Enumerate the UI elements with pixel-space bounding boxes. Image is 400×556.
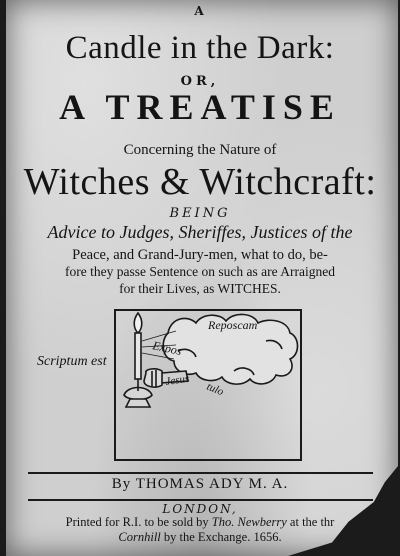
title-main: Candle in the Dark:	[65, 30, 335, 66]
subtitle-line-peace: Peace, and Grand-Jury-men, what to do, be-	[72, 247, 328, 263]
title-or: OR,	[180, 74, 220, 89]
word-expos: Expos	[151, 338, 183, 359]
word-reposcam: Reposcam	[208, 318, 258, 332]
divider-top	[28, 472, 373, 474]
subtitle-concerning: Concerning the Nature of	[123, 142, 277, 158]
imprint-printed-line	[0, 515, 400, 530]
candle-icon	[124, 313, 152, 407]
scriptum-est-label: Scriptum est	[37, 354, 107, 369]
word-jesus: Jesus	[164, 372, 191, 388]
title-article: A	[194, 4, 206, 18]
subtitle-being: BEING	[169, 206, 231, 221]
subtitle-witches: Witches & Witchcraft:	[23, 161, 377, 203]
imprint-printed-suffix: at the thr	[286, 515, 335, 529]
woodcut-illustration	[114, 309, 302, 461]
woodcut-image	[116, 311, 300, 459]
imprint-bookseller: Tho. Newberry	[211, 515, 287, 529]
imprint-printer: R.I.	[122, 515, 142, 529]
imprint-printed-prefix: Printed for	[65, 515, 123, 529]
word-tulo: tulo	[204, 380, 226, 399]
imprint-cornhill-line	[0, 530, 400, 545]
imprint-cornhill: Cornhill	[118, 530, 161, 544]
subtitle-line-fore: fore they passe Sentence on such as are Arraigned	[65, 264, 335, 279]
subtitle-advice: Advice to Judges, Sheriffes, Justices of the	[47, 222, 353, 242]
title-treatise: A TREATISE	[59, 87, 341, 127]
author-line: By THOMAS ADY M. A.	[111, 476, 289, 492]
divider-bottom	[28, 499, 373, 501]
imprint-exchange: by the Exchange. 1656.	[160, 530, 282, 544]
imprint-printed-mid: to be sold by	[141, 515, 212, 529]
subtitle-line-lives: for their Lives, as WITCHES.	[119, 281, 281, 296]
imprint-city: LONDON,	[162, 502, 238, 516]
